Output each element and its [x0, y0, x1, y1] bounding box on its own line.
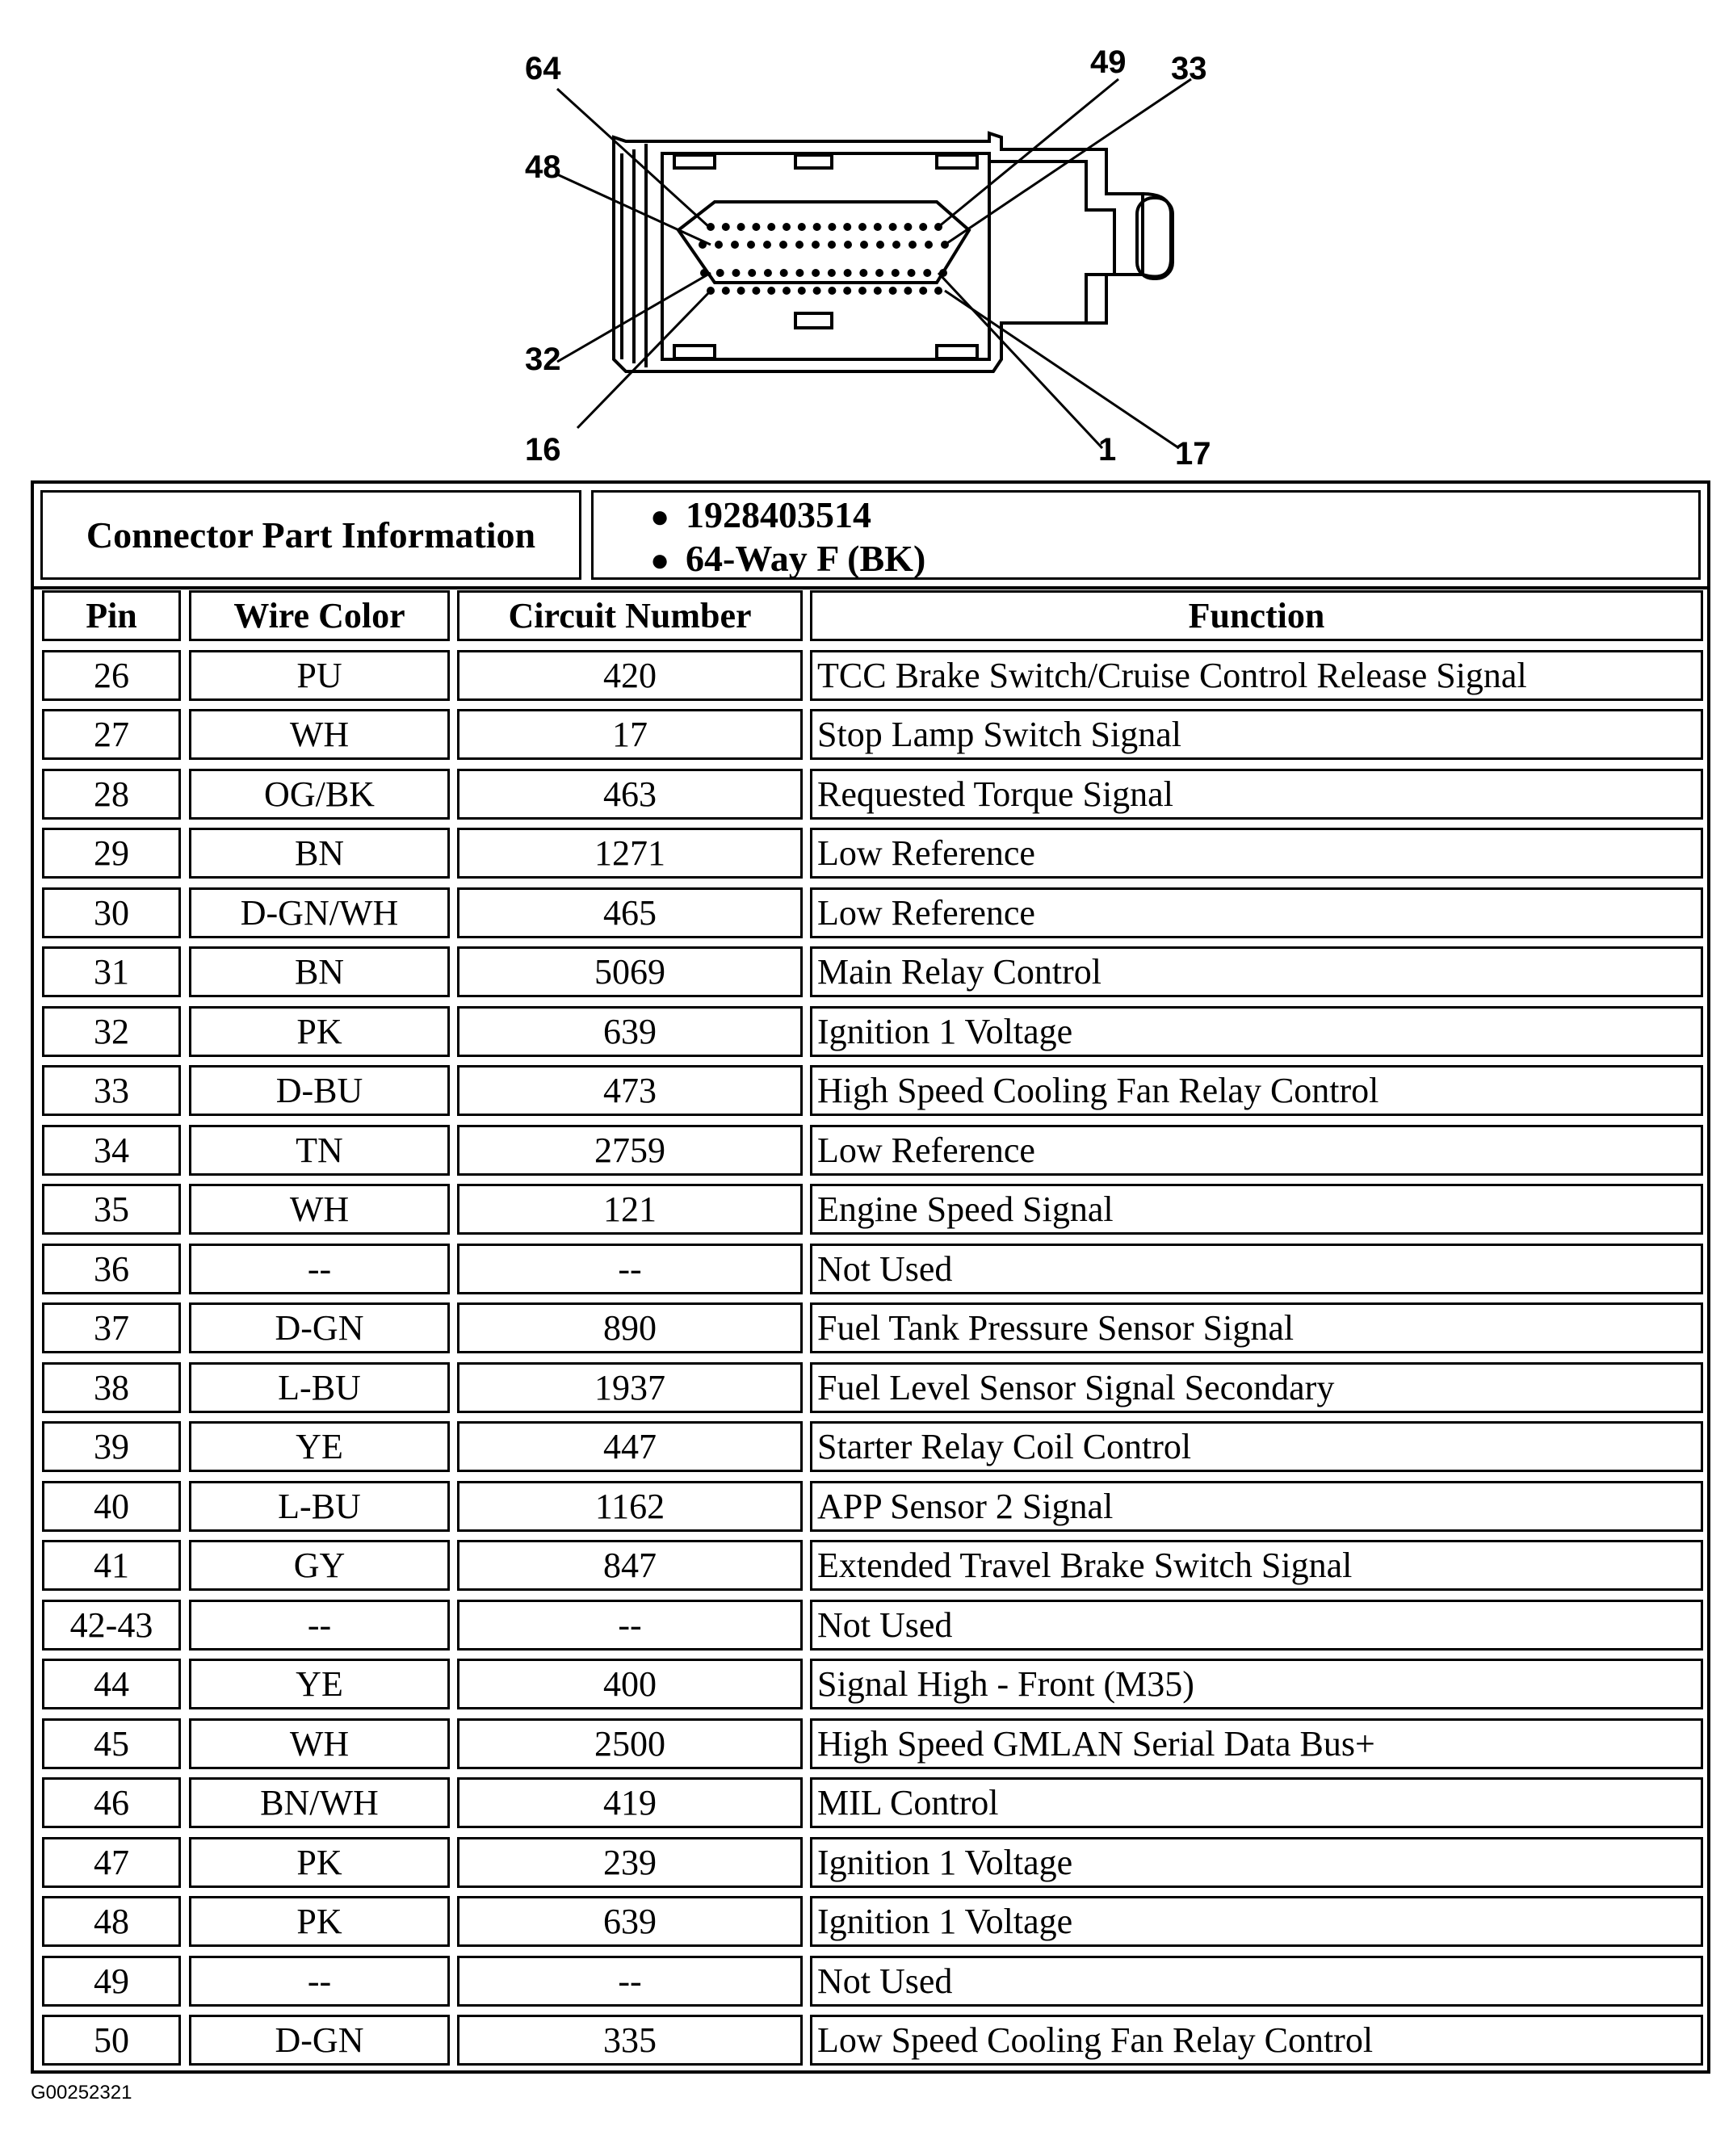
circuit-number-cell: 239: [457, 1837, 803, 1888]
pin-dot: [732, 269, 740, 277]
header-wire-color: Wire Color: [189, 590, 450, 641]
pin-dot: [813, 287, 821, 295]
pin-dot: [843, 223, 851, 231]
pin-dot: [780, 269, 788, 277]
pin-dot: [934, 223, 942, 231]
pin-dot: [892, 241, 900, 249]
pin-label-48: 48: [525, 149, 561, 185]
pin-dot: [843, 287, 851, 295]
wire-color-cell: YE: [189, 1421, 450, 1472]
function-cell: High Speed Cooling Fan Relay Control: [810, 1065, 1703, 1116]
pin-dot: [828, 241, 836, 249]
wire-color-cell: GY: [189, 1540, 450, 1591]
function-cell: TCC Brake Switch/Cruise Control Release Signal: [810, 650, 1703, 701]
part-info-item: ● 64-Way F (BK): [650, 538, 1698, 581]
bullet-icon: ●: [650, 542, 670, 578]
pin-dot: [919, 287, 927, 295]
pin-dot: [813, 223, 821, 231]
wire-color-cell: PK: [189, 1837, 450, 1888]
circuit-number-cell: 335: [457, 2015, 803, 2066]
pin-dot: [859, 269, 867, 277]
pin-cell: 44: [42, 1659, 181, 1709]
wire-color-cell: BN: [189, 946, 450, 997]
circuit-number-cell: 639: [457, 1006, 803, 1057]
pin-dot: [874, 287, 882, 295]
pin-dot: [904, 223, 912, 231]
header-circuit-number: Circuit Number: [457, 590, 803, 641]
wire-color-cell: D-GN: [189, 2015, 450, 2066]
function-cell: Main Relay Control: [810, 946, 1703, 997]
pin-cell: 32: [42, 1006, 181, 1057]
pin-dot: [798, 223, 806, 231]
pin-dot: [795, 269, 804, 277]
function-cell: Low Speed Cooling Fan Relay Control: [810, 2015, 1703, 2066]
pin-dot: [731, 241, 739, 249]
wire-color-cell: --: [189, 1956, 450, 2007]
pin-label-32: 32: [525, 342, 561, 377]
pin-dot: [722, 287, 730, 295]
pin-dot: [752, 287, 760, 295]
wire-color-cell: PU: [189, 650, 450, 701]
pin-dot: [798, 287, 806, 295]
wire-color-cell: OG/BK: [189, 769, 450, 820]
pin-dot: [934, 287, 942, 295]
pin-label-1: 1: [1098, 432, 1117, 468]
pin-dot: [700, 269, 708, 277]
pin-dot: [892, 269, 900, 277]
pin-dot: [904, 287, 912, 295]
wire-color-cell: PK: [189, 1896, 450, 1947]
pin-dot: [812, 241, 820, 249]
circuit-number-cell: --: [457, 1244, 803, 1294]
circuit-number-cell: 1937: [457, 1362, 803, 1413]
function-cell: Low Reference: [810, 1125, 1703, 1176]
wire-color-cell: D-BU: [189, 1065, 450, 1116]
function-cell: Fuel Level Sensor Signal Secondary: [810, 1362, 1703, 1413]
circuit-number-cell: 465: [457, 887, 803, 938]
pin-dot: [752, 223, 760, 231]
wire-color-cell: L-BU: [189, 1362, 450, 1413]
part-info-label: Connector Part Information: [40, 490, 581, 580]
connector-diagram: [517, 40, 1244, 476]
circuit-number-cell: 639: [457, 1896, 803, 1947]
pin-cell: 27: [42, 709, 181, 760]
pin-label-17: 17: [1175, 436, 1211, 472]
pin-dot: [858, 223, 866, 231]
wire-color-cell: YE: [189, 1659, 450, 1709]
pin-label-33: 33: [1171, 51, 1207, 86]
pin-dot: [828, 287, 836, 295]
wire-color-cell: PK: [189, 1006, 450, 1057]
pin-cell: 38: [42, 1362, 181, 1413]
circuit-number-cell: 1162: [457, 1481, 803, 1532]
pin-cell: 45: [42, 1718, 181, 1769]
pin-dot: [707, 287, 715, 295]
pin-cell: 26: [42, 650, 181, 701]
circuit-number-cell: 400: [457, 1659, 803, 1709]
part-info-list: [591, 490, 1701, 580]
pin-dot: [889, 287, 897, 295]
function-cell: Low Reference: [810, 887, 1703, 938]
wire-color-cell: WH: [189, 1184, 450, 1235]
pin-dot: [767, 287, 775, 295]
wire-color-cell: TN: [189, 1125, 450, 1176]
circuit-number-cell: 2759: [457, 1125, 803, 1176]
pin-dot: [747, 241, 755, 249]
pin-dot: [908, 269, 916, 277]
pin-label-64: 64: [525, 51, 561, 86]
function-cell: High Speed GMLAN Serial Data Bus+: [810, 1718, 1703, 1769]
pin-dot: [908, 241, 917, 249]
pin-dot: [779, 241, 787, 249]
pin-dot: [875, 269, 883, 277]
pin-dot: [716, 269, 724, 277]
wire-color-cell: BN/WH: [189, 1777, 450, 1828]
pin-dot: [941, 241, 949, 249]
pin-dot: [876, 241, 884, 249]
pin-dot: [923, 269, 931, 277]
circuit-number-cell: 447: [457, 1421, 803, 1472]
pin-dot: [889, 223, 897, 231]
pin-cell: 41: [42, 1540, 181, 1591]
pin-dot: [737, 287, 745, 295]
wire-color-cell: --: [189, 1244, 450, 1294]
pin-cell: 36: [42, 1244, 181, 1294]
function-cell: Requested Torque Signal: [810, 769, 1703, 820]
pin-dot: [939, 269, 947, 277]
pin-cell: 47: [42, 1837, 181, 1888]
pin-dot: [812, 269, 820, 277]
function-cell: Signal High - Front (M35): [810, 1659, 1703, 1709]
pin-dot: [844, 241, 852, 249]
pin-dot: [795, 241, 804, 249]
wire-color-cell: WH: [189, 709, 450, 760]
pin-dot: [919, 223, 927, 231]
pin-dot: [858, 287, 866, 295]
part-info-item: ● 1928403514: [650, 494, 1698, 538]
wire-color-cell: D-GN/WH: [189, 887, 450, 938]
pin-cell: 42-43: [42, 1600, 181, 1651]
circuit-number-cell: --: [457, 1956, 803, 2007]
pin-cell: 34: [42, 1125, 181, 1176]
pin-cell: 50: [42, 2015, 181, 2066]
function-cell: Not Used: [810, 1244, 1703, 1294]
wire-color-cell: WH: [189, 1718, 450, 1769]
wire-color-cell: --: [189, 1600, 450, 1651]
pin-dot: [860, 241, 868, 249]
pin-dot: [715, 241, 723, 249]
circuit-number-cell: 419: [457, 1777, 803, 1828]
pin-dot: [925, 241, 933, 249]
pin-cell: 40: [42, 1481, 181, 1532]
bullet-icon: ●: [650, 498, 670, 535]
function-cell: Engine Speed Signal: [810, 1184, 1703, 1235]
pin-dot: [844, 269, 852, 277]
pin-dot: [737, 223, 745, 231]
circuit-number-cell: 847: [457, 1540, 803, 1591]
pin-table: [31, 586, 1710, 2074]
pin-dot: [699, 241, 707, 249]
function-cell: Not Used: [810, 1956, 1703, 2007]
function-cell: Ignition 1 Voltage: [810, 1896, 1703, 1947]
pin-cell: 49: [42, 1956, 181, 2007]
circuit-number-cell: 890: [457, 1302, 803, 1353]
circuit-number-cell: 420: [457, 650, 803, 701]
wire-color-cell: L-BU: [189, 1481, 450, 1532]
circuit-number-cell: 1271: [457, 828, 803, 879]
pin-cell: 37: [42, 1302, 181, 1353]
function-cell: Ignition 1 Voltage: [810, 1006, 1703, 1057]
pin-cell: 39: [42, 1421, 181, 1472]
function-cell: Ignition 1 Voltage: [810, 1837, 1703, 1888]
pin-label-16: 16: [525, 432, 561, 468]
pin-cell: 31: [42, 946, 181, 997]
pin-dot: [783, 287, 791, 295]
circuit-number-cell: 121: [457, 1184, 803, 1235]
pin-label-49: 49: [1090, 44, 1127, 80]
pin-dot: [767, 223, 775, 231]
pin-cell: 46: [42, 1777, 181, 1828]
circuit-number-cell: --: [457, 1600, 803, 1651]
function-cell: Starter Relay Coil Control: [810, 1421, 1703, 1472]
figure-id: G00252321: [31, 2082, 132, 2104]
pin-cell: 28: [42, 769, 181, 820]
function-cell: Extended Travel Brake Switch Signal: [810, 1540, 1703, 1591]
pin-dot: [828, 223, 836, 231]
circuit-number-cell: 2500: [457, 1718, 803, 1769]
pin-cell: 30: [42, 887, 181, 938]
pin-dot: [783, 223, 791, 231]
pin-cell: 48: [42, 1896, 181, 1947]
pin-dot: [763, 241, 771, 249]
header-pin: Pin: [42, 590, 181, 641]
pin-dot: [722, 223, 730, 231]
function-cell: APP Sensor 2 Signal: [810, 1481, 1703, 1532]
connector-part-info: [31, 480, 1710, 589]
pin-cell: 29: [42, 828, 181, 879]
header-function: Function: [810, 590, 1703, 641]
wire-color-cell: D-GN: [189, 1302, 450, 1353]
function-cell: Low Reference: [810, 828, 1703, 879]
pin-dot: [748, 269, 756, 277]
pin-dot: [874, 223, 882, 231]
circuit-number-cell: 473: [457, 1065, 803, 1116]
function-cell: Stop Lamp Switch Signal: [810, 709, 1703, 760]
circuit-number-cell: 463: [457, 769, 803, 820]
pin-dot: [828, 269, 836, 277]
circuit-number-cell: 5069: [457, 946, 803, 997]
pin-dot: [707, 223, 715, 231]
pin-cell: 33: [42, 1065, 181, 1116]
circuit-number-cell: 17: [457, 709, 803, 760]
function-cell: MIL Control: [810, 1777, 1703, 1828]
pin-dot: [764, 269, 772, 277]
wire-color-cell: BN: [189, 828, 450, 879]
pin-cell: 35: [42, 1184, 181, 1235]
function-cell: Fuel Tank Pressure Sensor Signal: [810, 1302, 1703, 1353]
function-cell: Not Used: [810, 1600, 1703, 1651]
